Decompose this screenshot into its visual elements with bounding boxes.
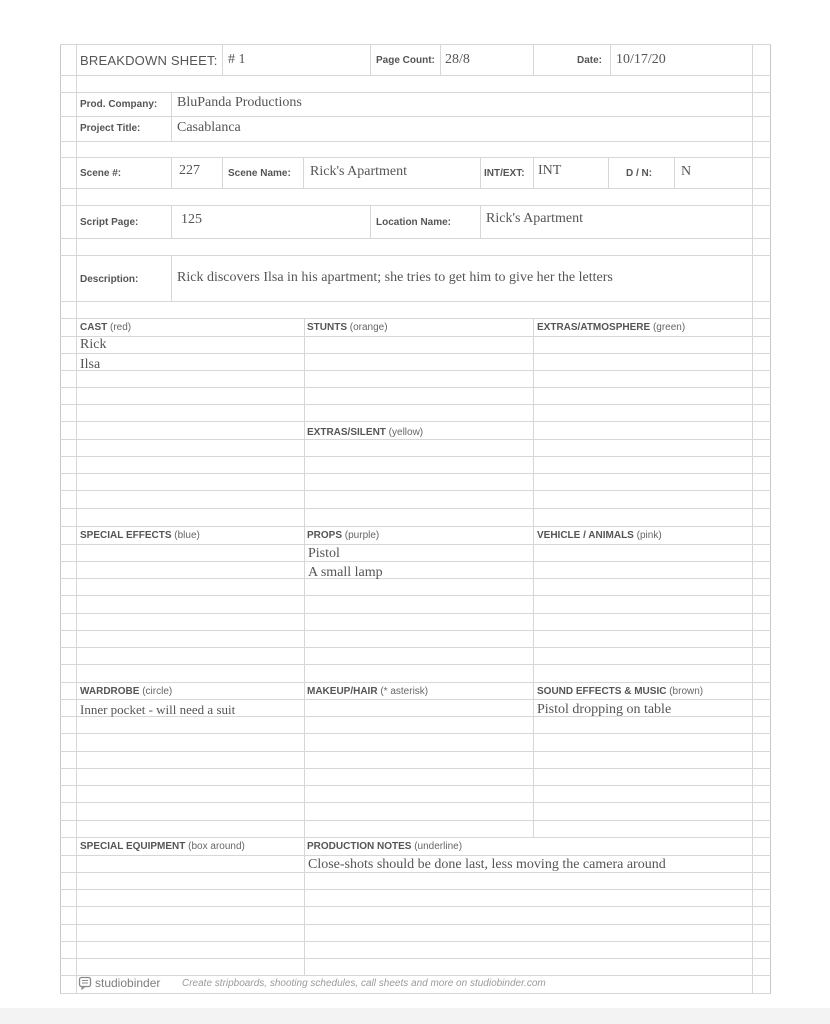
scene-number-label: Scene #: — [80, 168, 122, 179]
rule — [370, 205, 371, 238]
wardrobe-header: WARDROBE (circle) — [80, 686, 173, 697]
ruled-line — [60, 370, 771, 371]
int-ext-value: INT — [538, 163, 562, 178]
prod-company-label: Prod. Company: — [80, 99, 158, 110]
scene-number-value: 227 — [179, 163, 200, 178]
int-ext-label: INT/EXT: — [484, 168, 525, 179]
special-equipment-header: SPECIAL EQUIPMENT (box around) — [80, 841, 245, 852]
props-header: PROPS (purple) — [307, 530, 380, 541]
ruled-line — [60, 613, 771, 614]
stunts-header: STUNTS (orange) — [307, 322, 388, 333]
ruled-line — [60, 785, 771, 786]
ruled-line — [60, 456, 771, 457]
ruled-line — [60, 544, 771, 545]
studiobinder-logo-icon — [78, 976, 92, 990]
location-name-label: Location Name: — [376, 217, 452, 228]
ruled-line — [60, 578, 771, 579]
rule — [222, 44, 223, 75]
rule — [60, 116, 771, 117]
production-notes-header: PRODUCTION NOTES (underline) — [307, 841, 463, 852]
rule — [60, 92, 771, 93]
wardrobe-item: Inner pocket - will need a suit — [80, 702, 236, 717]
ruled-line — [60, 353, 771, 354]
props-item: Pistol — [308, 546, 340, 561]
ruled-line — [60, 336, 771, 337]
ruled-line — [60, 993, 771, 994]
rule — [60, 188, 771, 189]
ruled-line — [60, 526, 771, 527]
ruled-line — [60, 439, 771, 440]
ruled-line — [60, 837, 771, 838]
ruled-line — [60, 941, 771, 942]
rule — [171, 157, 172, 188]
rule — [533, 44, 534, 75]
day-night-label: D / N: — [626, 168, 653, 179]
column-divider-1 — [304, 318, 305, 976]
inner-left-margin — [76, 44, 77, 994]
ruled-line — [60, 421, 771, 422]
ruled-line — [60, 906, 771, 907]
project-title-label: Project Title: — [80, 123, 141, 134]
ruled-line — [60, 490, 771, 491]
rule — [60, 255, 771, 256]
props-item: A small lamp — [308, 565, 383, 580]
ruled-line — [60, 751, 771, 752]
rule — [171, 205, 172, 238]
scene-name-label: Scene Name: — [228, 168, 291, 179]
ruled-line — [60, 682, 771, 683]
script-page-value: 125 — [181, 212, 202, 227]
studiobinder-brand — [78, 976, 160, 990]
date-value: 10/17/20 — [616, 52, 666, 67]
ruled-line — [60, 802, 771, 803]
ruled-line — [60, 768, 771, 769]
ruled-line — [60, 561, 771, 562]
scene-name-value: Rick's Apartment — [310, 164, 408, 179]
rule — [608, 157, 609, 188]
rule — [60, 44, 771, 45]
sound-effects-item: Pistol dropping on table — [537, 702, 672, 717]
ruled-line — [60, 889, 771, 890]
rule — [480, 205, 481, 238]
ruled-line — [60, 630, 771, 631]
rule — [60, 238, 771, 239]
page-count-value: 28/8 — [445, 52, 470, 67]
rule — [480, 157, 481, 188]
ruled-line — [60, 958, 771, 959]
extras-atmosphere-header: EXTRAS/ATMOSPHERE (green) — [537, 322, 686, 333]
production-notes-item: Close-shots should be done last, less moving the camera around — [308, 857, 666, 872]
makeup-hair-header: MAKEUP/HAIR (* asterisk) — [307, 686, 429, 697]
breakdown-sheet-label: BREAKDOWN SHEET: — [80, 53, 218, 68]
special-effects-header: SPECIAL EFFECTS (blue) — [80, 530, 200, 541]
ruled-line — [60, 664, 771, 665]
rule — [171, 255, 172, 301]
footer-tagline: Create stripboards, shooting schedules, call sheets and more on studiobinder.com — [182, 978, 546, 989]
outer-left-border — [60, 44, 61, 994]
rule — [60, 301, 771, 302]
rule — [303, 157, 304, 188]
sheet-number-value: # 1 — [228, 52, 246, 67]
description-label: Description: — [80, 274, 139, 285]
ruled-line — [60, 733, 771, 734]
rule — [60, 205, 771, 206]
rule — [533, 157, 534, 188]
ruled-line — [60, 975, 771, 976]
rule — [222, 157, 223, 188]
cast-header: CAST (red) — [80, 322, 132, 333]
ruled-line — [60, 855, 771, 856]
rule — [610, 44, 611, 75]
ruled-line — [60, 387, 771, 388]
sound-effects-music-header: SOUND EFFECTS & MUSIC (brown) — [537, 686, 704, 697]
prod-company-value: BluPanda Productions — [177, 95, 302, 110]
ruled-line — [60, 473, 771, 474]
studiobinder-brand-text: studiobinder — [95, 976, 161, 990]
ruled-line — [60, 924, 771, 925]
page-count-label: Page Count: — [376, 55, 435, 66]
ruled-line — [60, 318, 771, 319]
rule — [171, 92, 172, 141]
cast-item: Rick — [80, 337, 107, 352]
cast-item: Ilsa — [80, 357, 101, 372]
ruled-line — [60, 699, 771, 700]
day-night-value: N — [681, 164, 692, 179]
bottom-bar — [0, 1008, 830, 1024]
ruled-line — [60, 647, 771, 648]
ruled-line — [60, 404, 771, 405]
project-title-value: Casablanca — [177, 120, 241, 135]
rule — [60, 75, 771, 76]
column-divider-2 — [533, 318, 534, 837]
ruled-line — [60, 820, 771, 821]
rule — [440, 44, 441, 75]
extras-silent-header: EXTRAS/SILENT (yellow) — [307, 427, 424, 438]
rule — [674, 157, 675, 188]
rule — [370, 44, 371, 75]
location-name-value: Rick's Apartment — [486, 211, 584, 226]
ruled-line — [60, 508, 771, 509]
rule — [60, 157, 771, 158]
inner-right-margin — [752, 44, 753, 994]
ruled-line — [60, 595, 771, 596]
script-page-label: Script Page: — [80, 217, 139, 228]
vehicle-animals-header: VEHICLE / ANIMALS (pink) — [537, 530, 662, 541]
rule — [60, 141, 771, 142]
date-label: Date: — [577, 55, 603, 66]
description-value: Rick discovers Ilsa in his apartment; she tries to get him to give her the letters — [177, 270, 613, 285]
outer-right-border — [770, 44, 771, 994]
